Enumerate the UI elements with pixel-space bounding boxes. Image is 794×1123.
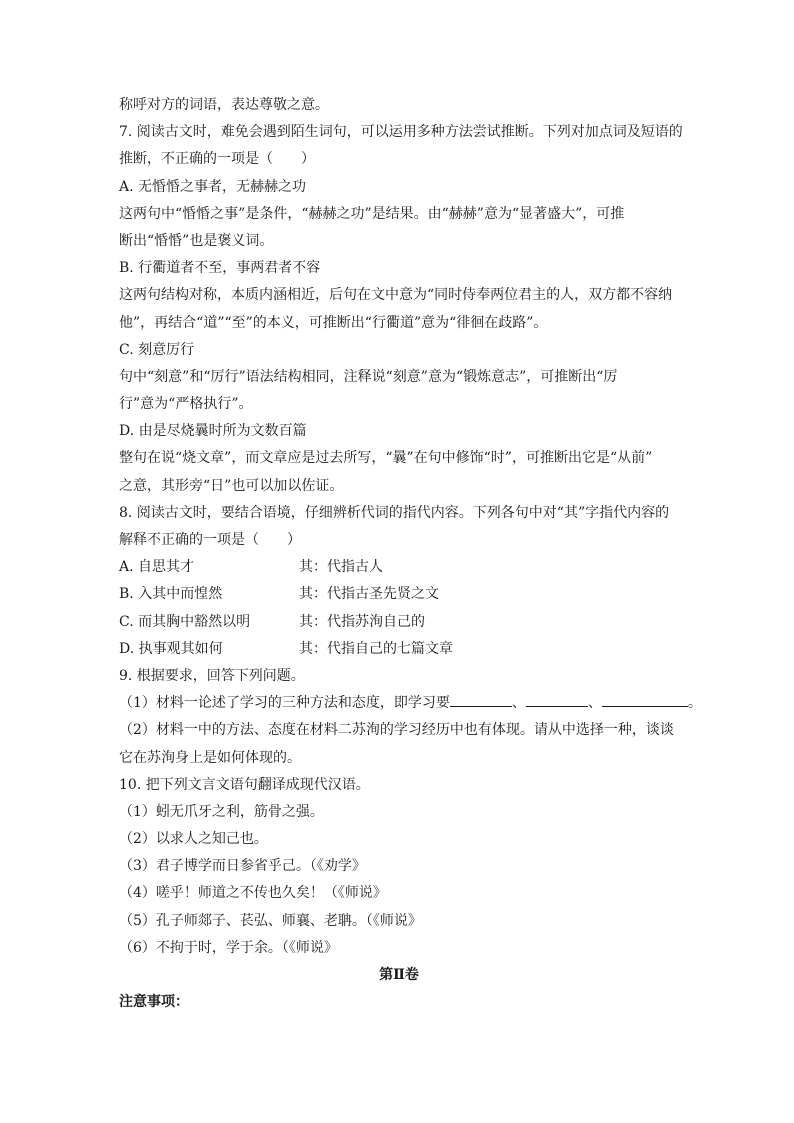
question-9-part-2-cont: 它在苏洵身上是如何体现的。 <box>119 749 301 766</box>
question-9-part-1 <box>119 690 702 717</box>
option-explanation: 其：代指自己的七篇文章 <box>299 640 453 657</box>
option-explanation: 其：代指苏洵自己的 <box>299 613 425 630</box>
question-8-stem-cont: 解释不正确的一项是（ ） <box>119 532 301 548</box>
question-7-option-c: C. 刻意厉行 <box>119 341 195 358</box>
question-8-option-a <box>119 554 679 581</box>
text-line: 称呼对方的词语，表达尊敬之意。 <box>119 97 329 113</box>
part-title: 第Ⅱ卷 <box>379 967 419 983</box>
question-10-item-4: （4）嗟乎！师道之不传也久矣！（《师说》 <box>119 885 387 902</box>
question-8-option-c <box>119 609 679 636</box>
question-7-option-a-explanation-cont: 断出“惛惛”也是褒义词。 <box>119 232 274 249</box>
option-text: B. 入其中而惶然 <box>119 586 223 603</box>
document-content <box>119 92 702 1016</box>
notice-heading: 注意事项： <box>119 994 189 1011</box>
question-10-stem: 10. 把下列文言文语句翻译成现代汉语。 <box>119 776 370 793</box>
question-7-option-c-explanation: 句中“刻意”和“厉行”语法结构相同，注释说“刻意”意为“锻炼意志”，可推断出“厉 <box>119 368 618 385</box>
question-8-option-d <box>119 636 679 663</box>
end-punctuation: 。 <box>687 695 702 712</box>
question-10-item-1: （1）蚓无爪牙之利，筋骨之强。 <box>119 803 324 820</box>
question-7-option-b: B. 行衢道者不至，事两君者不容 <box>119 260 321 277</box>
question-7-option-d-explanation: 整句在说“烧文章”，而文章应是过去所写，“曩”在句中修饰“时”，可推断出它是“从前” <box>119 450 653 467</box>
option-text: C. 而其胸中豁然以明 <box>119 613 251 630</box>
question-7-stem: 7. 阅读古文时，难免会遇到陌生词句，可以运用多种方法尝试推断。下列对加点词及短语的 <box>119 124 683 141</box>
question-8-option-b <box>119 581 679 608</box>
question-8-stem: 8. 阅读古文时，要结合语境，仔细辨析代词的指代内容。下列各句中对“其”字指代内容的 <box>119 504 670 521</box>
question-10-item-2: （2）以求人之知己也。 <box>119 831 268 848</box>
option-text: A. 自思其才 <box>119 559 195 576</box>
answer-blank-3[interactable] <box>602 692 688 707</box>
answer-blank-1[interactable] <box>450 692 512 707</box>
option-explanation: 其：代指古圣先贤之文 <box>299 586 439 603</box>
answer-blank-2[interactable] <box>526 692 588 707</box>
question-7-option-a-explanation: 这两句中“惛惛之事”是条件，“赫赫之功”是结果。由“赫赫”意为“显著盛大”，可推 <box>119 205 625 222</box>
question-7-stem-cont: 推断，不正确的一项是（ ） <box>119 151 315 168</box>
option-explanation: 其：代指古人 <box>299 559 383 576</box>
question-7-option-b-explanation: 这两句结构对称，本质内涵相近，后句在文中意为“同时侍奉两位君主的人，双方都不容纳 <box>119 287 673 304</box>
question-7-option-b-explanation-cont: 他”，再结合“道”“至”的本义，可推断出“行衢道”意为“徘徊在歧路”。 <box>119 314 548 331</box>
question-7-option-d: D. 由是尽烧曩时所为文数百篇 <box>119 423 307 440</box>
question-10-item-6: （6）不拘于时，学于余。（《师说》 <box>119 939 338 956</box>
question-7-option-a: A. 无惛惛之事者，无赫赫之功 <box>119 178 307 195</box>
separator: 、 <box>511 695 526 712</box>
question-10-item-5: （5）孔子师郯子、苌弘、师襄、老聃。（《师说》 <box>119 912 422 929</box>
question-9-stem: 9. 根据要求，回答下列问题。 <box>119 667 305 684</box>
separator: 、 <box>587 695 602 712</box>
question-9-part-2: （2）材料一中的方法、态度在材料二苏洵的学习经历中也有体现。请从中选择一种，谈谈 <box>119 722 674 739</box>
question-10-item-3: （3）君子博学而日参省乎己。（《劝学》 <box>119 858 366 875</box>
question-7-option-c-explanation-cont: 行”意为“严格执行”。 <box>119 396 253 413</box>
question-9-part-1-text: （1）材料一论述了学习的三种方法和态度，即学习要 <box>119 695 450 712</box>
option-text: D. 执事观其如何 <box>119 640 223 657</box>
question-7-option-d-explanation-cont: 之意，其形旁“日”也可以加以佐证。 <box>119 477 344 494</box>
